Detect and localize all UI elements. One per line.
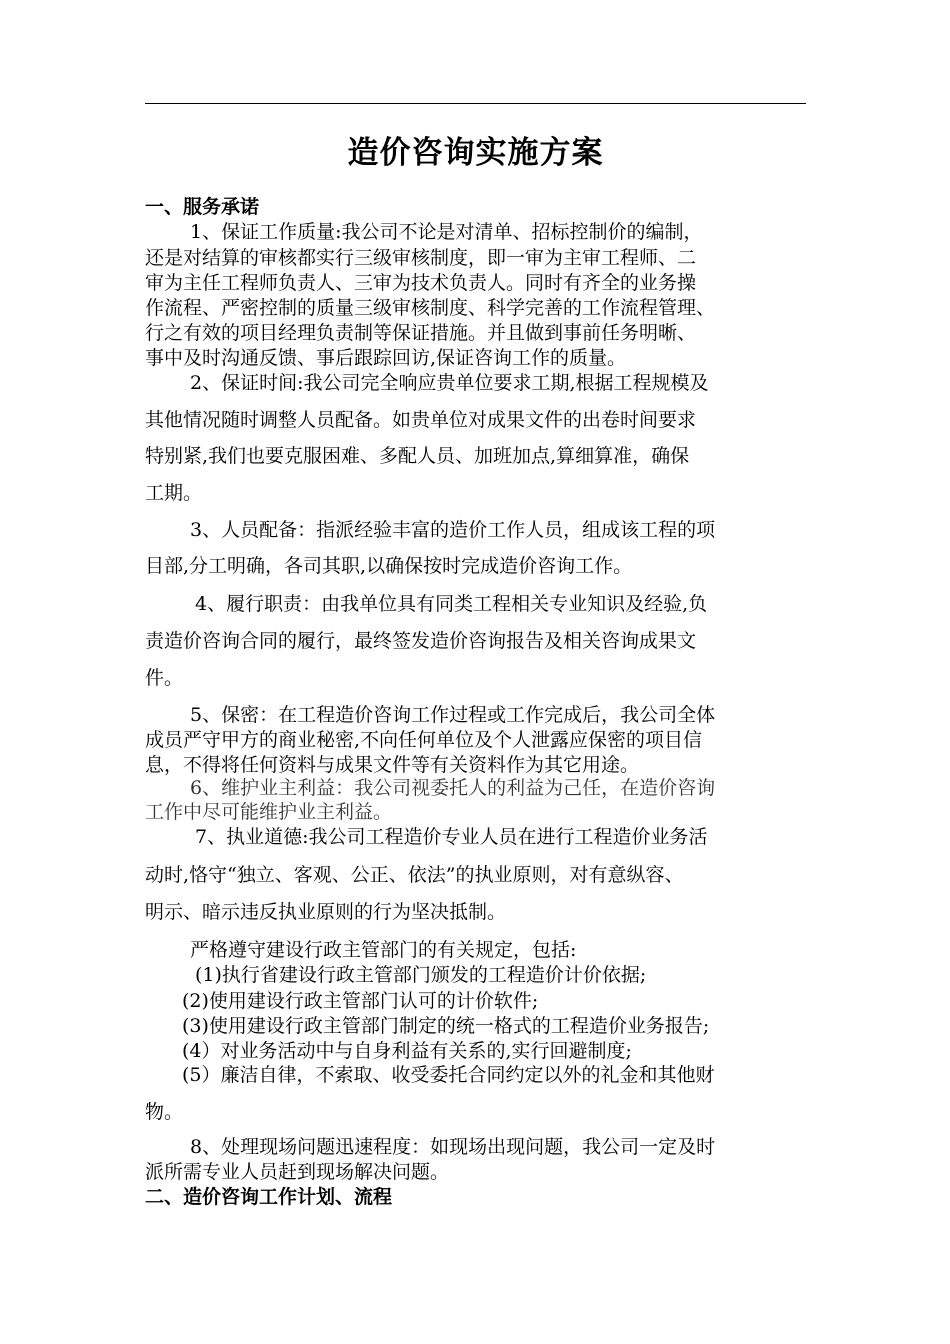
rule-item: (3)使用建设行政主管部门制定的统一格式的工程造价业务报告; xyxy=(182,1015,710,1037)
paragraph-line: 动时,恪守“独立、客观、公正、依法”的执业原则，对有意纵容、 xyxy=(145,864,684,886)
paragraph-line: 8、处理现场问题迅速程度：如现场出现问题，我公司一定及时 xyxy=(190,1136,716,1158)
paragraph-line: 行之有效的项目经理负责制等保证措施。并且做到事前任务明晰、 xyxy=(145,322,697,344)
paragraph-line: 成员严守甲方的商业秘密,不向任何单位及个人泄露应保密的项目信 xyxy=(145,729,703,751)
section-heading-work-plan: 二、造价咨询工作计划、流程 xyxy=(145,1186,393,1208)
paragraph-line: 作流程、严密控制的质量三级审核制度、科学完善的工作流程管理、 xyxy=(145,297,716,319)
paragraph-line: 工作中尽可能维护业主利益。 xyxy=(145,801,393,823)
paragraph-line: 2、保证时间:我公司完全响应贵单位要求工期,根据工程规模及 xyxy=(190,372,709,394)
document-title: 造价咨询实施方案 xyxy=(347,135,604,171)
paragraph-line: 还是对结算的审核都实行三级审核制度，即一审为主审工程师、二 xyxy=(145,247,697,269)
rule-item: (4）对业务活动中与自身利益有关系的,实行回避制度; xyxy=(182,1040,632,1062)
paragraph-line: 责造价咨询合同的履行，最终签发造价咨询报告及相关咨询成果文 xyxy=(145,630,697,652)
paragraph-line: 派所需专业人员赶到现场解决问题。 xyxy=(145,1161,450,1183)
paragraph-line: 3、人员配备：指派经验丰富的造价工作人员，组成该工程的项 xyxy=(190,519,716,541)
paragraph-line: 明示、暗示违反执业原则的行为坚决抵制。 xyxy=(145,901,507,923)
paragraph-line: 目部,分工明确，各司其职,以确保按时完成造价咨询工作。 xyxy=(145,555,633,577)
paragraph-line: 5、保密：在工程造价咨询工作过程或工作完成后，我公司全体 xyxy=(190,704,716,726)
rule-item: (2)使用建设行政主管部门认可的计价软件; xyxy=(182,990,539,1012)
rule-item: (1)执行省建设行政主管部门颁发的工程造价计价依据; xyxy=(195,964,647,986)
header-rule xyxy=(145,103,806,104)
paragraph-line: 4、履行职责：由我单位具有同类工程相关专业知识及经验,负 xyxy=(195,593,708,615)
paragraph-line: 事中及时沟通反馈、事后跟踪回访,保证咨询工作的质量。 xyxy=(145,347,627,369)
rule-item: 物。 xyxy=(145,1101,184,1123)
paragraph-line: 1、保证工作质量:我公司不论是对清单、招标控制价的编制， xyxy=(190,221,703,243)
paragraph-line: 息，不得将任何资料与成果文件等有关资料作为其它用途。 xyxy=(145,754,640,776)
paragraph-line: 6、维护业主利益：我公司视委托人的利益为己任，在造价咨询 xyxy=(190,777,716,799)
paragraph-line: 工期。 xyxy=(145,482,203,504)
paragraph-line: 件。 xyxy=(145,667,184,689)
paragraph-line: 特别紧,我们也要克服困难、多配人员、加班加点,算细算准，确保 xyxy=(145,445,690,467)
rules-intro: 严格遵守建设行政主管部门的有关规定，包括: xyxy=(190,939,577,961)
paragraph-line: 7、执业道德:我公司工程造价专业人员在进行工程造价业务活 xyxy=(195,826,708,848)
section-heading-service-commitment: 一、服务承诺 xyxy=(145,196,260,218)
paragraph-line: 其他情况随时调整人员配备。如贵单位对成果文件的出卷时间要求 xyxy=(145,409,697,431)
paragraph-line: 审为主任工程师负责人、三审为技术负责人。同时有齐全的业务操 xyxy=(145,272,697,294)
rule-item: (5）廉洁自律，不索取、收受委托合同约定以外的礼金和其他财 xyxy=(182,1064,715,1086)
